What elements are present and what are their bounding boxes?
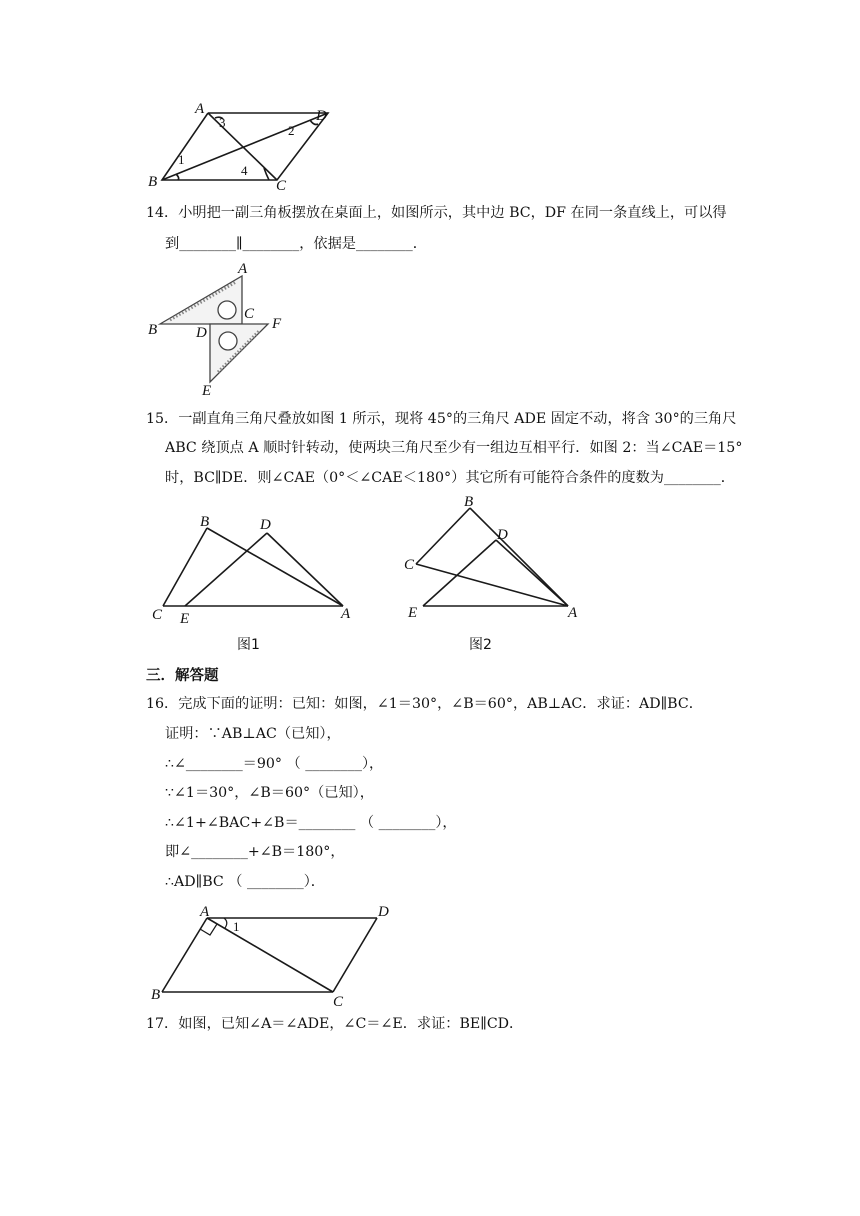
label-D: D xyxy=(196,325,207,341)
label-A: A xyxy=(341,606,351,622)
q16-line-4: ∵∠1＝30°，∠B＝60°（已知）， xyxy=(165,785,374,801)
label-angle-1: 1 xyxy=(233,919,240,934)
label-A: A xyxy=(195,101,205,117)
label-C: C xyxy=(276,178,287,194)
q15-line-3: 时，BC∥DE．则∠CAE（0°＜∠CAE＜180°）其它所有可能符合条件的度数为________． xyxy=(165,470,735,486)
label-E: E xyxy=(180,611,190,627)
label-B: B xyxy=(464,494,474,510)
label-B: B xyxy=(148,174,158,190)
figure-15-1 xyxy=(145,505,365,635)
q16-line-6: 即∠________+∠B＝180°， xyxy=(165,844,345,860)
label-angle-1: 1 xyxy=(178,152,185,167)
label-angle-2: 2 xyxy=(288,123,295,138)
label-B: B xyxy=(200,514,210,530)
label-C: C xyxy=(404,557,415,573)
figure-14-set-squares xyxy=(140,258,300,400)
label-B: B xyxy=(151,987,161,1003)
set-square-upper xyxy=(160,276,242,324)
label-A: A xyxy=(238,261,248,277)
label-angle-3: 3 xyxy=(219,115,226,130)
label-D: D xyxy=(316,108,327,124)
q15-line-1: 15．一副直角三角尺叠放如图 1 所示，现将 45°的三角尺 ADE 固定不动，将含 30°的三角尺 xyxy=(146,411,737,427)
figure-15-2 xyxy=(400,495,590,625)
q16-line-3: ∴∠________＝90° （ ________）， xyxy=(165,756,384,772)
q16-line-7: ∴AD∥BC （ ________）． xyxy=(165,874,325,890)
section-title: 三．解答题 xyxy=(146,668,219,684)
q16-line-2: 证明：∵AB⊥AC（已知）， xyxy=(165,726,341,742)
q17-line-1: 17．如图，已知∠A＝∠ADE，∠C＝∠E．求证：BE∥CD． xyxy=(146,1016,524,1032)
q16-line-1: 16．完成下面的证明：已知：如图，∠1＝30°，∠B＝60°，AB⊥AC．求证：AD∥BC． xyxy=(146,696,703,712)
figure-16-parallelogram xyxy=(145,898,395,1008)
label-C: C xyxy=(244,306,255,322)
label-A: A xyxy=(568,605,578,621)
label-D: D xyxy=(260,517,271,533)
label-F: F xyxy=(272,316,282,332)
q15-line-2: ABC 绕顶点 A 顺时针转动，使两块三角尺至少有一组边互相平行．如图 2：当∠CAE＝15° xyxy=(165,440,743,456)
q14-line-1: 14．小明把一副三角板摆放在桌面上，如图所示，其中边 BC，DF 在同一条直线上，可以得 xyxy=(146,205,727,221)
label-D: D xyxy=(497,527,508,543)
label-E: E xyxy=(202,383,212,399)
label-D: D xyxy=(378,904,389,920)
figure-13-parallelogram xyxy=(140,100,340,195)
label-A: A xyxy=(200,904,210,920)
figure-15-1-caption: 图1 xyxy=(237,637,260,653)
label-angle-4: 4 xyxy=(241,163,248,178)
label-B: B xyxy=(148,322,158,338)
label-E: E xyxy=(408,605,418,621)
figure-15-2-caption: 图2 xyxy=(469,637,492,653)
q14-line-2: 到________∥________，依据是________． xyxy=(165,236,427,252)
set-square-lower xyxy=(210,324,268,382)
label-C: C xyxy=(152,607,163,623)
q16-line-5: ∴∠1+∠BAC+∠B＝________ （ ________）， xyxy=(165,815,457,831)
label-C: C xyxy=(333,994,344,1010)
